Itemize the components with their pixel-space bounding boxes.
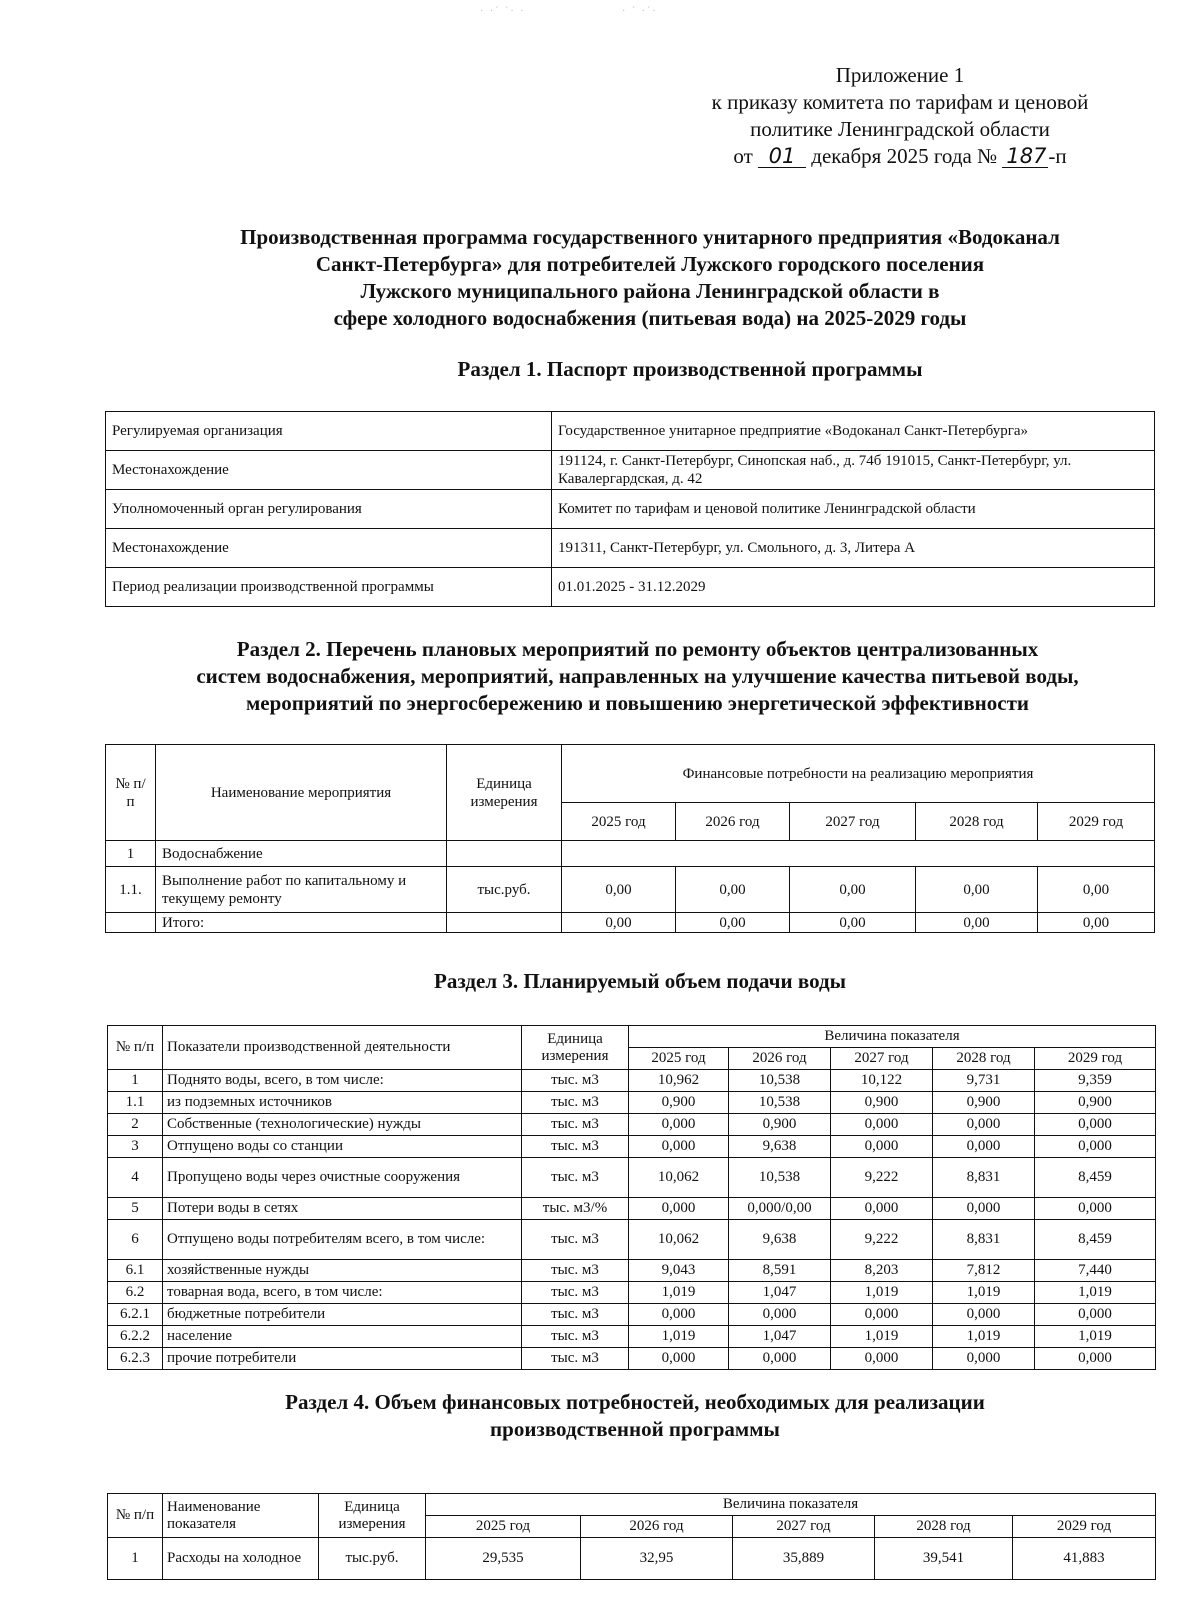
row-value: 8,203 [831, 1260, 933, 1282]
row-value: 1,019 [1035, 1282, 1156, 1304]
row-unit: тыс. м3 [522, 1114, 629, 1136]
year-header: 2027 год [831, 1048, 933, 1070]
row-value: 7,440 [1035, 1260, 1156, 1282]
total-value: 0,00 [916, 913, 1038, 933]
heading-line: Раздел 4. Объем финансовых потребностей, необходимых для реализации [285, 1390, 985, 1414]
row-num: 6.2.2 [108, 1326, 163, 1348]
row-num: 6.1 [108, 1260, 163, 1282]
row-value: 0,000 [831, 1348, 933, 1370]
row-unit: тыс. м3 [522, 1070, 629, 1092]
row-value: 0,900 [933, 1092, 1035, 1114]
table-row [108, 1114, 1156, 1136]
row-name: Расходы на холодное [163, 1538, 319, 1580]
row-value: 0,000 [933, 1114, 1035, 1136]
row-value: 41,883 [1013, 1538, 1156, 1580]
row-name: Потери воды в сетях [163, 1198, 522, 1220]
row-value: 1,019 [629, 1282, 729, 1304]
row-name: товарная вода, всего, в том числе: [163, 1282, 522, 1304]
row-unit: тыс. м3 [522, 1348, 629, 1370]
number-suffix: -п [1048, 144, 1067, 168]
row-value: 8,459 [1035, 1158, 1156, 1198]
table-row [106, 568, 1155, 607]
table-row [108, 1136, 1156, 1158]
table-row [108, 1260, 1156, 1282]
row-value: 29,535 [426, 1538, 581, 1580]
total-label: Итого: [156, 913, 447, 933]
year-header: 2028 год [875, 1516, 1013, 1538]
passport-table [105, 411, 1155, 607]
row-name: Поднято воды, всего, в том числе: [163, 1070, 522, 1092]
col-unit-header: Единица измерения [319, 1494, 426, 1538]
row-unit [447, 913, 562, 933]
col-num-header: № п/п [106, 745, 156, 841]
row-name: из подземных источников [163, 1092, 522, 1114]
passport-value: 191311, Санкт-Петербург, ул. Смольного, д. 3, Литера А [552, 529, 1155, 568]
row-value: 0,00 [790, 867, 916, 913]
row-value: 39,541 [875, 1538, 1013, 1580]
row-unit: тыс. м3 [522, 1326, 629, 1348]
row-name: Пропущено воды через очистные сооружения [163, 1158, 522, 1198]
row-num: 6 [108, 1220, 163, 1260]
row-num: 2 [108, 1114, 163, 1136]
row-value: 1,047 [729, 1282, 831, 1304]
title-line: Санкт-Петербурга» для потребителей Лужского городского поселения [315, 252, 985, 276]
row-value: 0,00 [562, 867, 676, 913]
row-value: 0,000 [933, 1304, 1035, 1326]
heading-line: Раздел 2. Перечень плановых мероприятий по ремонту объектов централизованных [236, 637, 1039, 661]
table-header-row [108, 1494, 1156, 1516]
row-num: 5 [108, 1198, 163, 1220]
table-row [108, 1304, 1156, 1326]
row-value: 1,047 [729, 1326, 831, 1348]
row-value: 10,062 [629, 1220, 729, 1260]
row-num: 1.1. [106, 867, 156, 913]
row-value: 32,95 [581, 1538, 733, 1580]
row-unit: тыс. м3 [522, 1220, 629, 1260]
row-unit: тыс. м3 [522, 1136, 629, 1158]
year-header: 2026 год [729, 1048, 831, 1070]
row-value: 0,900 [729, 1114, 831, 1136]
passport-label: Местонахождение [106, 529, 552, 568]
col-name-header: Наименование показателя [163, 1494, 319, 1538]
passport-value: 191124, г. Санкт-Петербург, Синопская наб., д. 74б 191015, Санкт-Петербург, ул. Кавалергардская, д. 42 [552, 451, 1155, 490]
year-header: 2025 год [426, 1516, 581, 1538]
row-num: 4 [108, 1158, 163, 1198]
title-line: Лужского муниципального района Ленинградской области в [360, 279, 940, 303]
scan-mark: · ˋ ·ˊ· [622, 6, 658, 17]
row-value: 0,00 [1038, 867, 1155, 913]
row-value: 9,359 [1035, 1070, 1156, 1092]
passport-label: Период реализации производственной программы [106, 568, 552, 607]
title-line: сфере холодного водоснабжения (питьевая вода) на 2025-2029 годы [333, 306, 967, 330]
water-supply-rows [108, 1070, 1156, 1370]
table-row [108, 1220, 1156, 1260]
row-value: 0,00 [916, 867, 1038, 913]
year-header: 2028 год [916, 803, 1038, 841]
row-unit: тыс. м3 [522, 1282, 629, 1304]
passport-value: Комитет по тарифам и ценовой политике Ленинградской области [552, 490, 1155, 529]
date-mid: декабря 2025 года № [811, 144, 998, 168]
table-row [108, 1092, 1156, 1114]
row-unit: тыс.руб. [319, 1538, 426, 1580]
row-value: 0,00 [676, 867, 790, 913]
row-value: 8,591 [729, 1260, 831, 1282]
row-value: 10,538 [729, 1158, 831, 1198]
row-name: Собственные (технологические) нужды [163, 1114, 522, 1136]
table-row [108, 1158, 1156, 1198]
year-header: 2029 год [1013, 1516, 1156, 1538]
table-row [108, 1070, 1156, 1092]
row-value: 0,000 [729, 1304, 831, 1326]
col-unit-header: Единица измерения [447, 745, 562, 841]
passport-label: Местонахождение [106, 451, 552, 490]
section3-heading: Раздел 3. Планируемый объем подачи воды [434, 969, 846, 993]
row-value: 9,222 [831, 1158, 933, 1198]
row-value: 35,889 [733, 1538, 875, 1580]
heading-line: систем водоснабжения, мероприятий, направленных на улучшение качества питьевой воды, [196, 664, 1079, 688]
col-name-header: Наименование мероприятия [156, 745, 447, 841]
row-num: 1 [108, 1538, 163, 1580]
row-num: 6.2.1 [108, 1304, 163, 1326]
handwritten-number: 187 [1002, 145, 1048, 168]
row-value: 0,000 [1035, 1114, 1156, 1136]
row-value: 1,019 [629, 1326, 729, 1348]
row-value: 8,831 [933, 1158, 1035, 1198]
appendix-line: к приказу комитета по тарифам и ценовой [711, 90, 1089, 114]
heading-line: мероприятий по энергосбережению и повышению энергетической эффективности [245, 691, 1030, 715]
section4-heading [200, 1389, 1070, 1443]
row-value: 0,000 [1035, 1348, 1156, 1370]
row-value: 1,019 [933, 1326, 1035, 1348]
row-unit [447, 841, 562, 867]
row-value: 0,000 [831, 1114, 933, 1136]
date-prefix: от [733, 144, 753, 168]
row-unit: тыс. м3 [522, 1260, 629, 1282]
row-num: 6.2.3 [108, 1348, 163, 1370]
section1-heading: Раздел 1. Паспорт производственной программы [457, 357, 923, 381]
scan-mark: · ·ˊ ˋ· · [480, 6, 526, 17]
row-value: 0,000 [933, 1348, 1035, 1370]
row-unit: тыс. м3 [522, 1092, 629, 1114]
table-row [106, 451, 1155, 490]
year-header: 2029 год [1035, 1048, 1156, 1070]
row-unit: тыс. м3/% [522, 1198, 629, 1220]
row-value: 0,000 [629, 1114, 729, 1136]
year-header: 2029 год [1038, 803, 1155, 841]
col-num-header: № п/п [108, 1494, 163, 1538]
row-value: 0,900 [629, 1092, 729, 1114]
row-value: 0,000 [629, 1304, 729, 1326]
row-value: 9,222 [831, 1220, 933, 1260]
row-value: 9,043 [629, 1260, 729, 1282]
row-value: 9,638 [729, 1136, 831, 1158]
total-value: 0,00 [676, 913, 790, 933]
row-empty [562, 841, 1155, 867]
row-value: 10,062 [629, 1158, 729, 1198]
row-value: 0,000 [729, 1348, 831, 1370]
year-header: 2027 год [790, 803, 916, 841]
row-value: 0,000/0,00 [729, 1198, 831, 1220]
col-value-header: Величина показателя [629, 1026, 1156, 1048]
row-num: 1 [108, 1070, 163, 1092]
table-row [106, 490, 1155, 529]
row-value: 0,000 [1035, 1304, 1156, 1326]
year-header: 2028 год [933, 1048, 1035, 1070]
table-total-row [106, 913, 1155, 933]
row-value: 10,962 [629, 1070, 729, 1092]
row-num: 1.1 [108, 1092, 163, 1114]
row-name: население [163, 1326, 522, 1348]
handwritten-day: 01 [758, 145, 806, 168]
table-header-row [106, 745, 1155, 803]
heading-line: производственной программы [490, 1417, 780, 1441]
row-name: хозяйственные нужды [163, 1260, 522, 1282]
row-value: 0,000 [629, 1136, 729, 1158]
row-name: Выполнение работ по капитальному и текущему ремонту [156, 867, 447, 913]
year-header: 2025 год [562, 803, 676, 841]
appendix-line: политике Ленинградской области [750, 117, 1050, 141]
total-value: 0,00 [790, 913, 916, 933]
row-value: 1,019 [1035, 1326, 1156, 1348]
col-unit-header: Единица измерения [522, 1026, 629, 1070]
table-row [108, 1348, 1156, 1370]
row-name: Водоснабжение [156, 841, 447, 867]
table-row [106, 867, 1155, 913]
document-title [160, 224, 1140, 332]
table-row [106, 529, 1155, 568]
col-num-header: № п/п [108, 1026, 163, 1070]
table-row [108, 1326, 1156, 1348]
row-num: 1 [106, 841, 156, 867]
measures-table [105, 744, 1155, 933]
row-value: 0,000 [1035, 1198, 1156, 1220]
appendix-line: Приложение 1 [835, 63, 965, 87]
table-row [108, 1282, 1156, 1304]
row-value: 0,000 [831, 1304, 933, 1326]
row-value: 0,000 [629, 1198, 729, 1220]
finance-table [107, 1493, 1156, 1580]
col-finance-header: Финансовые потребности на реализацию мероприятия [562, 745, 1155, 803]
water-supply-table [107, 1025, 1156, 1370]
row-value: 0,000 [933, 1198, 1035, 1220]
table-row [106, 841, 1155, 867]
row-value: 0,000 [831, 1198, 933, 1220]
table-row [108, 1538, 1156, 1580]
section2-heading [120, 636, 1155, 717]
row-value: 0,900 [1035, 1092, 1156, 1114]
row-name: бюджетные потребители [163, 1304, 522, 1326]
appendix-date-line [660, 143, 1140, 170]
row-value: 0,000 [831, 1136, 933, 1158]
year-header: 2026 год [676, 803, 790, 841]
appendix-header [660, 62, 1140, 170]
col-name-header: Показатели производственной деятельности [163, 1026, 522, 1070]
row-unit: тыс.руб. [447, 867, 562, 913]
year-header: 2027 год [733, 1516, 875, 1538]
row-unit: тыс. м3 [522, 1304, 629, 1326]
row-name: Отпущено воды со станции [163, 1136, 522, 1158]
row-value: 10,122 [831, 1070, 933, 1092]
passport-label: Уполномоченный орган регулирования [106, 490, 552, 529]
year-header: 2025 год [629, 1048, 729, 1070]
row-value: 8,459 [1035, 1220, 1156, 1260]
passport-label: Регулируемая организация [106, 412, 552, 451]
title-line: Производственная программа государственного унитарного предприятия «Водоканал [240, 225, 1060, 249]
row-num [106, 913, 156, 933]
table-header-row [108, 1026, 1156, 1048]
row-value: 0,000 [933, 1136, 1035, 1158]
row-value: 0,000 [629, 1348, 729, 1370]
total-value: 0,00 [1038, 913, 1155, 933]
table-row [108, 1198, 1156, 1220]
row-value: 7,812 [933, 1260, 1035, 1282]
row-value: 1,019 [831, 1326, 933, 1348]
row-value: 1,019 [933, 1282, 1035, 1304]
row-name: Отпущено воды потребителям всего, в том числе: [163, 1220, 522, 1260]
row-value: 8,831 [933, 1220, 1035, 1260]
row-value: 1,019 [831, 1282, 933, 1304]
row-value: 10,538 [729, 1092, 831, 1114]
row-num: 6.2 [108, 1282, 163, 1304]
row-value: 9,638 [729, 1220, 831, 1260]
row-value: 0,900 [831, 1092, 933, 1114]
row-num: 3 [108, 1136, 163, 1158]
year-header: 2026 год [581, 1516, 733, 1538]
row-value: 0,000 [1035, 1136, 1156, 1158]
row-value: 9,731 [933, 1070, 1035, 1092]
passport-value: Государственное унитарное предприятие «Водоканал Санкт-Петербурга» [552, 412, 1155, 451]
total-value: 0,00 [562, 913, 676, 933]
table-row [106, 412, 1155, 451]
passport-value: 01.01.2025 - 31.12.2029 [552, 568, 1155, 607]
col-value-header: Величина показателя [426, 1494, 1156, 1516]
row-name: прочие потребители [163, 1348, 522, 1370]
row-value: 10,538 [729, 1070, 831, 1092]
row-unit: тыс. м3 [522, 1158, 629, 1198]
